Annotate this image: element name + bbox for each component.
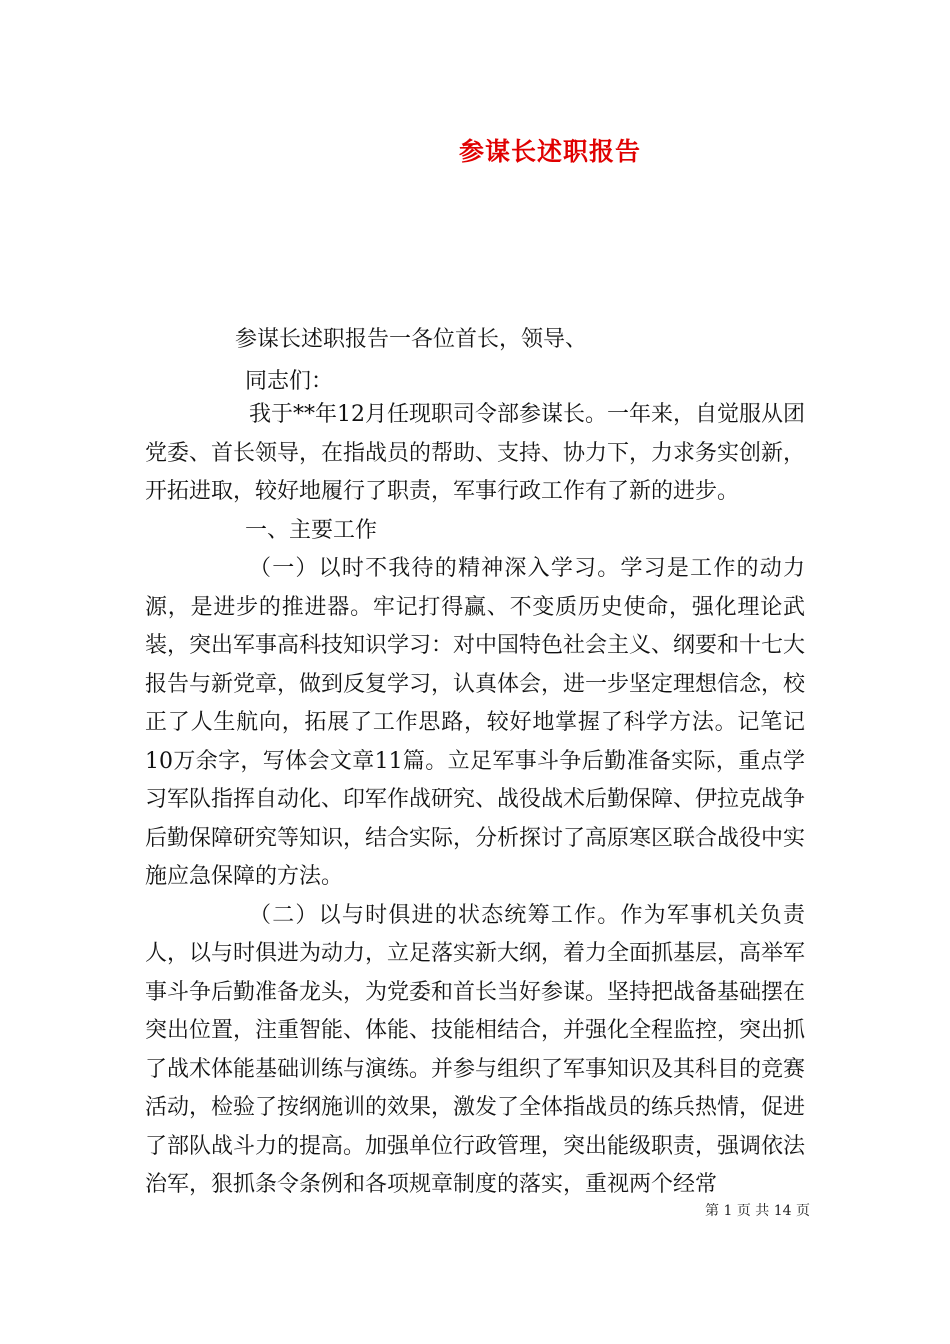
paragraph-work: （二）以与时俱进的状态统筹工作。作为军事机关负责人，以与时俱进为动力，立足落实新大纲，着力全面抓基层，高举军事斗争后勤准备龙头，为党委和首长当好参谋。坚持把战备基础摆在突出位置，注重智能、体能、技能相结合，并强化全程监控，突出抓了战术体能基础训练与演练。并参与组织了军事知识及其科目的竞赛活动，检验了按纲施训的效果，激发了全体指战员的练兵热情，促进了部队战斗力的提高。加强单位行政管理，突出能级职责，强调依法治军，狠抓条令条例和各项规章制度的落实，重视两个经常 (145, 902, 806, 1197)
page-footer: 第 1 页 共 14 页 (705, 1203, 810, 1219)
body-text (145, 396, 805, 1205)
section-heading-main-work: 一、主要工作 (245, 517, 378, 543)
paragraph-study: （一）以时不我待的精神深入学习。学习是工作的动力源，是进步的推进器。牢记打得赢、不变质历史使命，强化理论武装，突出军事高科技知识学习：对中国特色社会主义、纲要和十七大报告与新党章，做到反复学习，认真体会，进一步坚定理想信念，校正了人生航向，拓展了工作思路，较好地掌握了科学方法。记笔记10万余字，写体会文章11篇。立足军事斗争后勤准备实际，重点学习军队指挥自动化、印军作战研究、战役战术后勤保障、伊拉克战争后勤保障研究等知识，结合实际，分析探讨了高原寒区联合战役中实施应急保障的方法。 (145, 556, 806, 889)
document-title: 参谋长述职报告 (458, 137, 641, 166)
paragraph-intro: 我于**年12月任现职司令部参谋长。一年来，自觉服从团党委、首长领导，在指战员的帮助、支持、协力下，力求务实创新，开拓进取，较好地履行了职责，军事行政工作有了新的进步。 (145, 402, 806, 504)
salutation: 同志们： (245, 369, 334, 394)
opening-line: 参谋长述职报告一各位首长，领导、 (235, 327, 588, 352)
